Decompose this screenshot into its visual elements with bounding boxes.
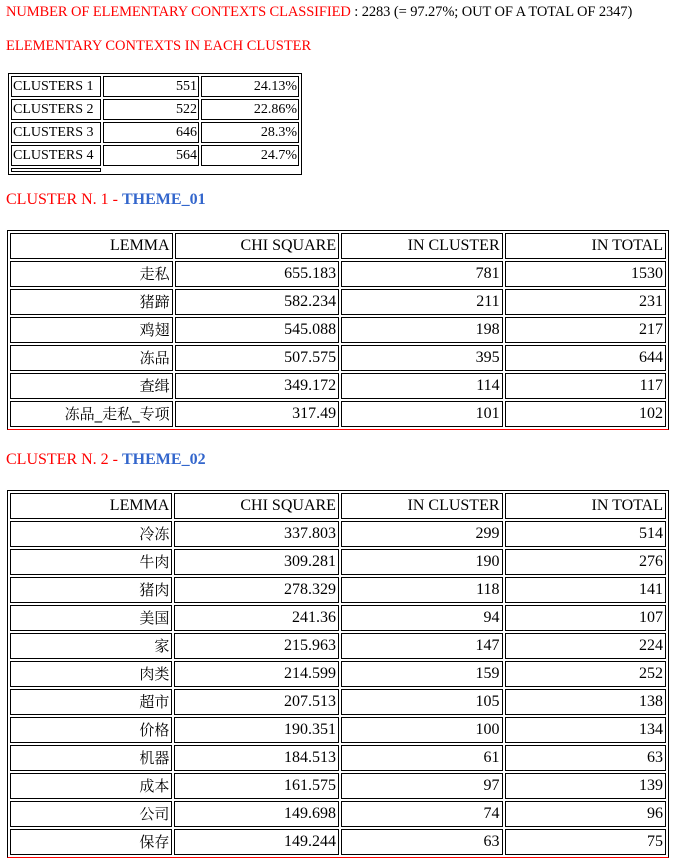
header-chi-square: CHI SQUARE bbox=[174, 493, 339, 519]
in-cluster-cell: 101 bbox=[341, 401, 503, 427]
in-cluster-cell: 118 bbox=[341, 577, 503, 603]
contexts-heading: ELEMENTARY CONTEXTS IN EACH CLUSTER bbox=[6, 38, 312, 54]
lemma-cell: 肉类 bbox=[10, 661, 172, 687]
header-in-total: IN TOTAL bbox=[505, 233, 666, 259]
in-total-cell: 644 bbox=[505, 345, 666, 371]
chi-square-cell: 655.183 bbox=[175, 261, 340, 287]
summary-line bbox=[6, 4, 632, 21]
in-cluster-cell: 105 bbox=[341, 689, 503, 715]
in-cluster-cell: 74 bbox=[341, 801, 503, 827]
table-row bbox=[10, 261, 666, 287]
in-cluster-cell: 100 bbox=[341, 717, 503, 743]
lemma-cell: 保存 bbox=[10, 829, 172, 855]
table-row bbox=[10, 829, 666, 855]
chi-square-cell: 214.599 bbox=[174, 661, 339, 687]
lemma-cell: 猪蹄 bbox=[10, 289, 173, 315]
table-spacer-cell bbox=[11, 168, 101, 172]
lemma-cell: 美国 bbox=[10, 605, 172, 631]
cluster-count-row bbox=[11, 76, 299, 97]
chi-square-cell: 149.698 bbox=[174, 801, 339, 827]
cluster-1-prefix: CLUSTER N. 1 - bbox=[6, 191, 122, 208]
cluster-count: 551 bbox=[103, 76, 199, 97]
in-total-cell: 276 bbox=[505, 549, 666, 575]
chi-square-cell: 507.575 bbox=[175, 345, 340, 371]
header-in-cluster: IN CLUSTER bbox=[341, 493, 503, 519]
in-cluster-cell: 94 bbox=[341, 605, 503, 631]
header-lemma: LEMMA bbox=[10, 233, 173, 259]
lemma-cell: 走私 bbox=[10, 261, 173, 287]
chi-square-cell: 161.575 bbox=[174, 773, 339, 799]
in-total-cell: 102 bbox=[505, 401, 666, 427]
cluster-1-heading bbox=[6, 191, 206, 209]
cluster-name: CLUSTERS 3 bbox=[11, 122, 101, 143]
chi-square-cell: 349.172 bbox=[175, 373, 340, 399]
in-total-cell: 138 bbox=[505, 689, 666, 715]
cluster-2-heading bbox=[6, 451, 206, 469]
cluster-count: 522 bbox=[103, 99, 199, 120]
table-row bbox=[10, 801, 666, 827]
in-cluster-cell: 198 bbox=[341, 317, 503, 343]
lemma-cell: 冻品_走私_专项 bbox=[10, 401, 173, 427]
table-row bbox=[10, 521, 666, 547]
in-total-cell: 252 bbox=[505, 661, 666, 687]
in-total-cell: 231 bbox=[505, 289, 666, 315]
lemma-cell: 价格 bbox=[10, 717, 172, 743]
chi-square-cell: 309.281 bbox=[174, 549, 339, 575]
chi-square-cell: 241.36 bbox=[174, 605, 339, 631]
chi-square-cell: 278.329 bbox=[174, 577, 339, 603]
chi-square-cell: 149.244 bbox=[174, 829, 339, 855]
in-total-cell: 63 bbox=[505, 745, 666, 771]
in-cluster-cell: 781 bbox=[341, 261, 503, 287]
table-header-row bbox=[10, 233, 666, 259]
table-row bbox=[10, 661, 666, 687]
table-spacer-row bbox=[11, 168, 299, 172]
lemma-cell: 家 bbox=[10, 633, 172, 659]
in-total-cell: 224 bbox=[505, 633, 666, 659]
lemma-cell: 猪肉 bbox=[10, 577, 172, 603]
summary-value: : 2283 (= 97.27%; OUT OF A TOTAL OF 2347) bbox=[354, 4, 633, 20]
in-cluster-cell: 299 bbox=[341, 521, 503, 547]
in-total-cell: 1530 bbox=[505, 261, 666, 287]
cluster-name: CLUSTERS 4 bbox=[11, 145, 101, 166]
in-cluster-cell: 114 bbox=[341, 373, 503, 399]
in-cluster-cell: 211 bbox=[341, 289, 503, 315]
in-total-cell: 96 bbox=[505, 801, 666, 827]
header-in-cluster: IN CLUSTER bbox=[341, 233, 503, 259]
table-row bbox=[10, 289, 666, 315]
header-chi-square: CHI SQUARE bbox=[175, 233, 340, 259]
cluster-2-prefix: CLUSTER N. 2 - bbox=[6, 451, 122, 468]
cluster-percent: 24.13% bbox=[201, 76, 299, 97]
cluster-count-row bbox=[11, 145, 299, 166]
in-cluster-cell: 61 bbox=[341, 745, 503, 771]
in-total-cell: 134 bbox=[505, 717, 666, 743]
cluster-2-table bbox=[7, 490, 669, 858]
table-row bbox=[10, 717, 666, 743]
lemma-cell: 冻品 bbox=[10, 345, 173, 371]
table-row bbox=[10, 401, 666, 427]
cluster-1-table bbox=[7, 230, 669, 430]
in-total-cell: 514 bbox=[505, 521, 666, 547]
chi-square-cell: 184.513 bbox=[174, 745, 339, 771]
table-header-row bbox=[10, 493, 666, 519]
chi-square-cell: 337.803 bbox=[174, 521, 339, 547]
chi-square-cell: 215.963 bbox=[174, 633, 339, 659]
table-row bbox=[10, 745, 666, 771]
in-cluster-cell: 159 bbox=[341, 661, 503, 687]
cluster-count: 564 bbox=[103, 145, 199, 166]
lemma-cell: 超市 bbox=[10, 689, 172, 715]
cluster-name: CLUSTERS 2 bbox=[11, 99, 101, 120]
chi-square-cell: 317.49 bbox=[175, 401, 340, 427]
in-total-cell: 117 bbox=[505, 373, 666, 399]
table-row bbox=[10, 633, 666, 659]
table-row bbox=[10, 317, 666, 343]
in-total-cell: 75 bbox=[505, 829, 666, 855]
cluster-percent: 22.86% bbox=[201, 99, 299, 120]
lemma-cell: 冷冻 bbox=[10, 521, 172, 547]
in-cluster-cell: 63 bbox=[341, 829, 503, 855]
table-row bbox=[10, 605, 666, 631]
table-row bbox=[10, 345, 666, 371]
in-cluster-cell: 97 bbox=[341, 773, 503, 799]
lemma-cell: 鸡翅 bbox=[10, 317, 173, 343]
summary-label: NUMBER OF ELEMENTARY CONTEXTS CLASSIFIED bbox=[6, 4, 351, 20]
in-total-cell: 141 bbox=[505, 577, 666, 603]
chi-square-cell: 545.088 bbox=[175, 317, 340, 343]
cluster-percent: 28.3% bbox=[201, 122, 299, 143]
in-total-cell: 107 bbox=[505, 605, 666, 631]
header-lemma: LEMMA bbox=[10, 493, 172, 519]
header-in-total: IN TOTAL bbox=[505, 493, 666, 519]
cluster-1-theme: THEME_01 bbox=[122, 191, 206, 208]
lemma-cell: 查缉 bbox=[10, 373, 173, 399]
in-cluster-cell: 147 bbox=[341, 633, 503, 659]
lemma-cell: 成本 bbox=[10, 773, 172, 799]
in-cluster-cell: 190 bbox=[341, 549, 503, 575]
cluster-counts-table bbox=[8, 73, 302, 175]
cluster-name: CLUSTERS 1 bbox=[11, 76, 101, 97]
table-row bbox=[10, 689, 666, 715]
chi-square-cell: 190.351 bbox=[174, 717, 339, 743]
cluster-count-row bbox=[11, 99, 299, 120]
table-row bbox=[10, 373, 666, 399]
lemma-cell: 牛肉 bbox=[10, 549, 172, 575]
in-total-cell: 217 bbox=[505, 317, 666, 343]
cluster-percent: 24.7% bbox=[201, 145, 299, 166]
cluster-count: 646 bbox=[103, 122, 199, 143]
table-row bbox=[10, 577, 666, 603]
table-row bbox=[10, 549, 666, 575]
in-cluster-cell: 395 bbox=[341, 345, 503, 371]
cluster-2-theme: THEME_02 bbox=[122, 451, 206, 468]
chi-square-cell: 582.234 bbox=[175, 289, 340, 315]
cluster-count-row bbox=[11, 122, 299, 143]
lemma-cell: 公司 bbox=[10, 801, 172, 827]
chi-square-cell: 207.513 bbox=[174, 689, 339, 715]
lemma-cell: 机器 bbox=[10, 745, 172, 771]
table-row bbox=[10, 773, 666, 799]
in-total-cell: 139 bbox=[505, 773, 666, 799]
